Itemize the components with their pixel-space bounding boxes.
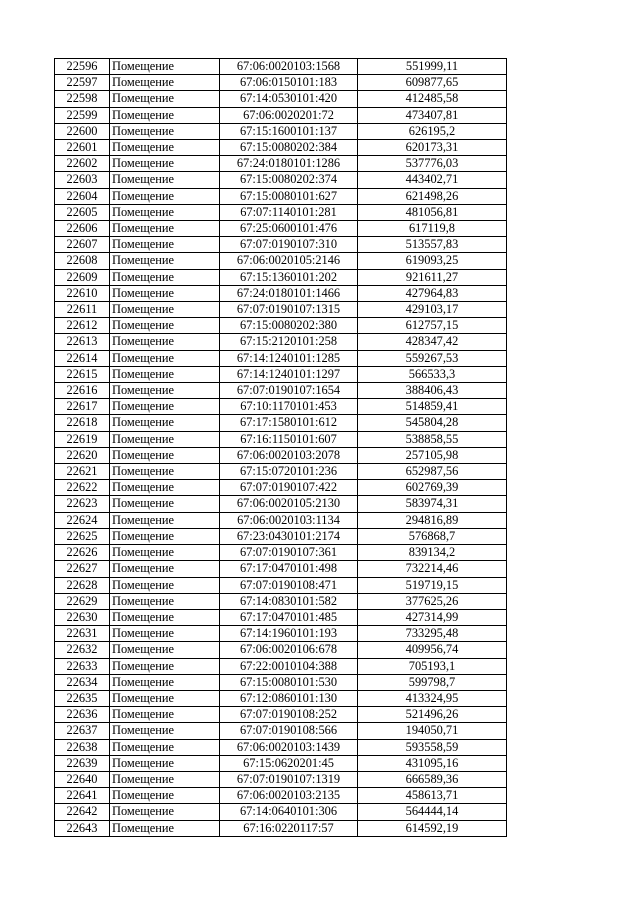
object-type-cell: Помещение: [110, 642, 220, 658]
table-row: [55, 334, 507, 350]
cadastral-value-cell: 538858,55: [358, 431, 507, 447]
table-row: [55, 399, 507, 415]
row-number-cell: 22619: [55, 431, 110, 447]
cadastral-value-cell: 617119,8: [358, 221, 507, 237]
row-number-cell: 22641: [55, 788, 110, 804]
cadastral-value-cell: 458613,71: [358, 788, 507, 804]
cadastral-number-cell: 67:16:1150101:607: [220, 431, 358, 447]
cadastral-number-cell: 67:06:0020105:2146: [220, 253, 358, 269]
row-number-cell: 22610: [55, 285, 110, 301]
row-number-cell: 22622: [55, 480, 110, 496]
object-type-cell: Помещение: [110, 609, 220, 625]
cadastral-value-cell: 599798,7: [358, 674, 507, 690]
row-number-cell: 22603: [55, 172, 110, 188]
cadastral-number-cell: 67:07:0190107:310: [220, 237, 358, 253]
row-number-cell: 22618: [55, 415, 110, 431]
cadastral-number-cell: 67:17:0470101:498: [220, 561, 358, 577]
cadastral-number-cell: 67:14:1240101:1285: [220, 350, 358, 366]
object-type-cell: Помещение: [110, 366, 220, 382]
cadastral-number-cell: 67:06:0020106:678: [220, 642, 358, 658]
row-number-cell: 22601: [55, 140, 110, 156]
cadastral-number-cell: 67:15:0080101:627: [220, 188, 358, 204]
object-type-cell: Помещение: [110, 188, 220, 204]
cadastral-value-cell: 620173,31: [358, 140, 507, 156]
table-row: [55, 350, 507, 366]
table-row: [55, 593, 507, 609]
row-number-cell: 22635: [55, 690, 110, 706]
cadastral-value-cell: 564444,14: [358, 804, 507, 820]
row-number-cell: 22616: [55, 383, 110, 399]
object-type-cell: Помещение: [110, 415, 220, 431]
cadastral-value-cell: 652987,56: [358, 464, 507, 480]
cadastral-value-cell: 566533,3: [358, 366, 507, 382]
row-number-cell: 22613: [55, 334, 110, 350]
cadastral-value-cell: 513557,83: [358, 237, 507, 253]
row-number-cell: 22596: [55, 59, 110, 75]
table-row: [55, 512, 507, 528]
row-number-cell: 22626: [55, 545, 110, 561]
table-row: [55, 415, 507, 431]
table-row: [55, 690, 507, 706]
cadastral-value-cell: 521496,26: [358, 707, 507, 723]
row-number-cell: 22605: [55, 204, 110, 220]
cadastral-value-cell: 537776,03: [358, 156, 507, 172]
table-row: [55, 496, 507, 512]
cadastral-value-cell: 614592,19: [358, 820, 507, 836]
row-number-cell: 22627: [55, 561, 110, 577]
row-number-cell: 22611: [55, 302, 110, 318]
object-type-cell: Помещение: [110, 658, 220, 674]
cadastral-value-cell: 429103,17: [358, 302, 507, 318]
table-row: [55, 723, 507, 739]
object-type-cell: Помещение: [110, 237, 220, 253]
object-type-cell: Помещение: [110, 204, 220, 220]
table-row: [55, 91, 507, 107]
object-type-cell: Помещение: [110, 788, 220, 804]
object-type-cell: Помещение: [110, 626, 220, 642]
cadastral-number-cell: 67:17:0470101:485: [220, 609, 358, 625]
cadastral-value-cell: 481056,81: [358, 204, 507, 220]
table-row: [55, 577, 507, 593]
cadastral-number-cell: 67:14:0640101:306: [220, 804, 358, 820]
cadastral-number-cell: 67:23:0430101:2174: [220, 528, 358, 544]
row-number-cell: 22634: [55, 674, 110, 690]
object-type-cell: Помещение: [110, 674, 220, 690]
table-row: [55, 771, 507, 787]
table-row: [55, 59, 507, 75]
cadastral-value-cell: 431095,16: [358, 755, 507, 771]
object-type-cell: Помещение: [110, 285, 220, 301]
cadastral-value-cell: 443402,71: [358, 172, 507, 188]
table-row: [55, 431, 507, 447]
cadastral-value-table: [54, 58, 507, 837]
cadastral-value-cell: 621498,26: [358, 188, 507, 204]
cadastral-value-cell: 519719,15: [358, 577, 507, 593]
cadastral-value-cell: 427314,99: [358, 609, 507, 625]
cadastral-value-cell: 514859,41: [358, 399, 507, 415]
cadastral-number-cell: 67:06:0020201:72: [220, 107, 358, 123]
document-page: [54, 58, 506, 837]
row-number-cell: 22606: [55, 221, 110, 237]
cadastral-value-cell: 428347,42: [358, 334, 507, 350]
table-row: [55, 447, 507, 463]
cadastral-value-cell: 612757,15: [358, 318, 507, 334]
row-number-cell: 22612: [55, 318, 110, 334]
cadastral-number-cell: 67:15:0080202:384: [220, 140, 358, 156]
table-row: [55, 626, 507, 642]
cadastral-number-cell: 67:07:0190107:1315: [220, 302, 358, 318]
object-type-cell: Помещение: [110, 156, 220, 172]
row-number-cell: 22640: [55, 771, 110, 787]
cadastral-number-cell: 67:14:1240101:1297: [220, 366, 358, 382]
row-number-cell: 22633: [55, 658, 110, 674]
cadastral-number-cell: 67:24:0180101:1286: [220, 156, 358, 172]
cadastral-number-cell: 67:16:0220117:57: [220, 820, 358, 836]
object-type-cell: Помещение: [110, 739, 220, 755]
object-type-cell: Помещение: [110, 480, 220, 496]
cadastral-number-cell: 67:15:0080202:380: [220, 318, 358, 334]
table-row: [55, 253, 507, 269]
table-row: [55, 545, 507, 561]
object-type-cell: Помещение: [110, 561, 220, 577]
cadastral-number-cell: 67:14:1960101:193: [220, 626, 358, 642]
table-row: [55, 237, 507, 253]
table-row: [55, 609, 507, 625]
cadastral-value-cell: 377625,26: [358, 593, 507, 609]
object-type-cell: Помещение: [110, 59, 220, 75]
row-number-cell: 22599: [55, 107, 110, 123]
row-number-cell: 22643: [55, 820, 110, 836]
row-number-cell: 22614: [55, 350, 110, 366]
cadastral-number-cell: 67:07:0190107:1319: [220, 771, 358, 787]
row-number-cell: 22630: [55, 609, 110, 625]
cadastral-value-cell: 551999,11: [358, 59, 507, 75]
row-number-cell: 22625: [55, 528, 110, 544]
cadastral-number-cell: 67:06:0020103:2078: [220, 447, 358, 463]
cadastral-value-cell: 609877,65: [358, 75, 507, 91]
cadastral-number-cell: 67:15:0080101:530: [220, 674, 358, 690]
cadastral-number-cell: 67:15:1600101:137: [220, 123, 358, 139]
cadastral-value-cell: 583974,31: [358, 496, 507, 512]
row-number-cell: 22624: [55, 512, 110, 528]
table-row: [55, 804, 507, 820]
cadastral-value-cell: 666589,36: [358, 771, 507, 787]
row-number-cell: 22637: [55, 723, 110, 739]
cadastral-number-cell: 67:14:0830101:582: [220, 593, 358, 609]
table-row: [55, 188, 507, 204]
object-type-cell: Помещение: [110, 528, 220, 544]
table-row: [55, 528, 507, 544]
table-row: [55, 123, 507, 139]
table-row: [55, 75, 507, 91]
cadastral-value-cell: 732214,46: [358, 561, 507, 577]
object-type-cell: Помещение: [110, 172, 220, 188]
cadastral-number-cell: 67:07:0190107:422: [220, 480, 358, 496]
table-row: [55, 285, 507, 301]
cadastral-value-cell: 427964,83: [358, 285, 507, 301]
object-type-cell: Помещение: [110, 707, 220, 723]
object-type-cell: Помещение: [110, 755, 220, 771]
object-type-cell: Помещение: [110, 350, 220, 366]
table-row: [55, 221, 507, 237]
table-row: [55, 755, 507, 771]
row-number-cell: 22636: [55, 707, 110, 723]
object-type-cell: Помещение: [110, 91, 220, 107]
cadastral-value-cell: 921611,27: [358, 269, 507, 285]
cadastral-number-cell: 67:15:2120101:258: [220, 334, 358, 350]
cadastral-number-cell: 67:06:0020103:2135: [220, 788, 358, 804]
row-number-cell: 22617: [55, 399, 110, 415]
cadastral-number-cell: 67:06:0020103:1439: [220, 739, 358, 755]
object-type-cell: Помещение: [110, 723, 220, 739]
cadastral-value-cell: 619093,25: [358, 253, 507, 269]
object-type-cell: Помещение: [110, 820, 220, 836]
cadastral-number-cell: 67:06:0020103:1134: [220, 512, 358, 528]
row-number-cell: 22598: [55, 91, 110, 107]
row-number-cell: 22639: [55, 755, 110, 771]
object-type-cell: Помещение: [110, 771, 220, 787]
object-type-cell: Помещение: [110, 496, 220, 512]
table-row: [55, 480, 507, 496]
cadastral-number-cell: 67:12:0860101:130: [220, 690, 358, 706]
cadastral-value-cell: 602769,39: [358, 480, 507, 496]
row-number-cell: 22623: [55, 496, 110, 512]
table-row: [55, 366, 507, 382]
cadastral-number-cell: 67:14:0530101:420: [220, 91, 358, 107]
cadastral-value-cell: 257105,98: [358, 447, 507, 463]
cadastral-number-cell: 67:15:0720101:236: [220, 464, 358, 480]
table-row: [55, 302, 507, 318]
object-type-cell: Помещение: [110, 690, 220, 706]
cadastral-number-cell: 67:15:0080202:374: [220, 172, 358, 188]
cadastral-value-cell: 294816,89: [358, 512, 507, 528]
table-row: [55, 642, 507, 658]
cadastral-number-cell: 67:15:1360101:202: [220, 269, 358, 285]
table-row: [55, 383, 507, 399]
row-number-cell: 22629: [55, 593, 110, 609]
row-number-cell: 22604: [55, 188, 110, 204]
row-number-cell: 22602: [55, 156, 110, 172]
cadastral-value-cell: 473407,81: [358, 107, 507, 123]
table-row: [55, 820, 507, 836]
row-number-cell: 22642: [55, 804, 110, 820]
row-number-cell: 22628: [55, 577, 110, 593]
cadastral-value-cell: 593558,59: [358, 739, 507, 755]
cadastral-number-cell: 67:07:0190107:1654: [220, 383, 358, 399]
object-type-cell: Помещение: [110, 804, 220, 820]
object-type-cell: Помещение: [110, 545, 220, 561]
row-number-cell: 22621: [55, 464, 110, 480]
cadastral-number-cell: 67:17:1580101:612: [220, 415, 358, 431]
table-row: [55, 464, 507, 480]
cadastral-number-cell: 67:25:0600101:476: [220, 221, 358, 237]
cadastral-value-cell: 576868,7: [358, 528, 507, 544]
row-number-cell: 22631: [55, 626, 110, 642]
cadastral-value-cell: 733295,48: [358, 626, 507, 642]
table-row: [55, 674, 507, 690]
object-type-cell: Помещение: [110, 107, 220, 123]
table-row: [55, 658, 507, 674]
cadastral-value-cell: 545804,28: [358, 415, 507, 431]
cadastral-value-cell: 626195,2: [358, 123, 507, 139]
cadastral-number-cell: 67:07:1140101:281: [220, 204, 358, 220]
object-type-cell: Помещение: [110, 221, 220, 237]
table-row: [55, 156, 507, 172]
table-row: [55, 140, 507, 156]
object-type-cell: Помещение: [110, 593, 220, 609]
cadastral-value-cell: 194050,71: [358, 723, 507, 739]
object-type-cell: Помещение: [110, 512, 220, 528]
row-number-cell: 22608: [55, 253, 110, 269]
cadastral-value-cell: 412485,58: [358, 91, 507, 107]
object-type-cell: Помещение: [110, 577, 220, 593]
table-row: [55, 561, 507, 577]
cadastral-value-cell: 705193,1: [358, 658, 507, 674]
object-type-cell: Помещение: [110, 318, 220, 334]
object-type-cell: Помещение: [110, 383, 220, 399]
cadastral-number-cell: 67:22:0010104:388: [220, 658, 358, 674]
cadastral-value-cell: 839134,2: [358, 545, 507, 561]
table-row: [55, 107, 507, 123]
cadastral-number-cell: 67:06:0020103:1568: [220, 59, 358, 75]
object-type-cell: Помещение: [110, 447, 220, 463]
cadastral-number-cell: 67:15:0620201:45: [220, 755, 358, 771]
table-body: [55, 59, 507, 837]
row-number-cell: 22609: [55, 269, 110, 285]
object-type-cell: Помещение: [110, 140, 220, 156]
table-row: [55, 204, 507, 220]
cadastral-number-cell: 67:06:0020105:2130: [220, 496, 358, 512]
object-type-cell: Помещение: [110, 269, 220, 285]
cadastral-number-cell: 67:07:0190108:471: [220, 577, 358, 593]
object-type-cell: Помещение: [110, 464, 220, 480]
row-number-cell: 22620: [55, 447, 110, 463]
cadastral-number-cell: 67:24:0180101:1466: [220, 285, 358, 301]
cadastral-number-cell: 67:10:1170101:453: [220, 399, 358, 415]
row-number-cell: 22607: [55, 237, 110, 253]
cadastral-value-cell: 388406,43: [358, 383, 507, 399]
cadastral-number-cell: 67:07:0190108:252: [220, 707, 358, 723]
table-row: [55, 707, 507, 723]
cadastral-number-cell: 67:06:0150101:183: [220, 75, 358, 91]
object-type-cell: Помещение: [110, 334, 220, 350]
table-row: [55, 788, 507, 804]
cadastral-number-cell: 67:07:0190108:566: [220, 723, 358, 739]
table-row: [55, 269, 507, 285]
object-type-cell: Помещение: [110, 75, 220, 91]
row-number-cell: 22600: [55, 123, 110, 139]
cadastral-value-cell: 413324,95: [358, 690, 507, 706]
cadastral-value-cell: 559267,53: [358, 350, 507, 366]
object-type-cell: Помещение: [110, 399, 220, 415]
row-number-cell: 22615: [55, 366, 110, 382]
row-number-cell: 22632: [55, 642, 110, 658]
row-number-cell: 22597: [55, 75, 110, 91]
table-row: [55, 739, 507, 755]
cadastral-value-cell: 409956,74: [358, 642, 507, 658]
table-row: [55, 172, 507, 188]
table-row: [55, 318, 507, 334]
object-type-cell: Помещение: [110, 253, 220, 269]
object-type-cell: Помещение: [110, 302, 220, 318]
row-number-cell: 22638: [55, 739, 110, 755]
cadastral-number-cell: 67:07:0190107:361: [220, 545, 358, 561]
object-type-cell: Помещение: [110, 431, 220, 447]
object-type-cell: Помещение: [110, 123, 220, 139]
